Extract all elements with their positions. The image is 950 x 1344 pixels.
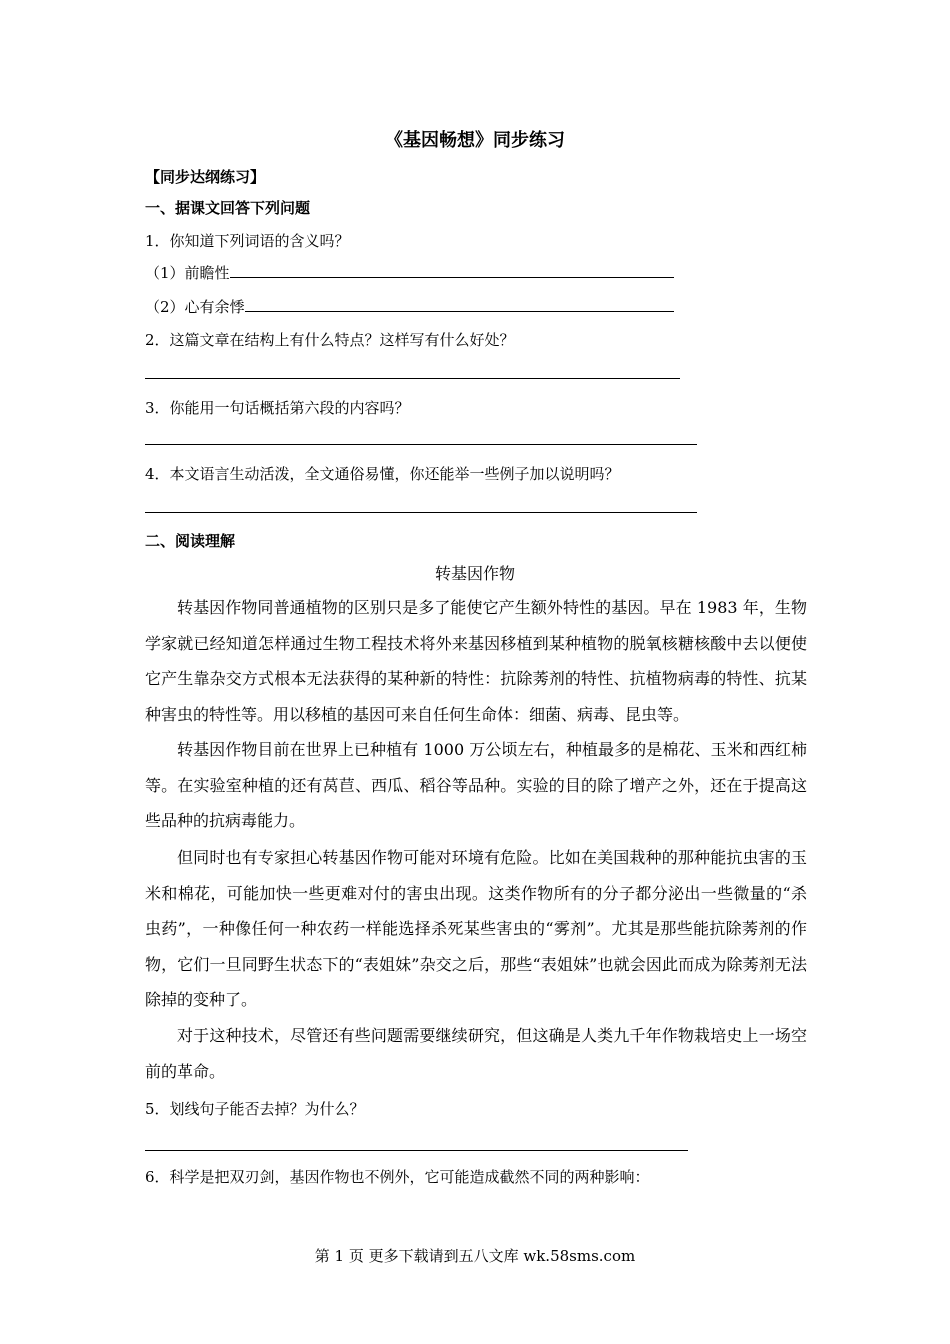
question-4: 4．本文语言生动活泼，全文通俗易懂，你还能举一些例子加以说明吗？ [145,465,620,483]
answer-line[interactable] [145,444,697,445]
question-5: 5．划线句子能否去掉？为什么？ [145,1100,365,1118]
question-6: 6．科学是把双刃剑，基因作物也不例外，它可能造成截然不同的两种影响： [145,1168,650,1186]
question-1-item-1-label: （1）前瞻性 [145,264,230,282]
answer-line[interactable] [145,1150,688,1151]
article-paragraph-3: 但同时也有专家担心转基因作物可能对环境有危险。比如在美国栽种的那种能抗虫害的玉米和棉花，可能加快一些更难对付的害虫出现。这类作物所有的分子都分泌出一些微量的“杀虫药”，一种像任何一种农药一样能选择杀死某些害虫的“雾剂”。尤其是那些能抗除莠剂的作物，它们一旦同野生状态下的“表姐妹”杂交之后，那些“表姐妹”也就会因此而成为除莠剂无法除掉的变种了。 [145,848,807,1009]
section-header: 【同步达纲练习】 [145,168,266,186]
part1-heading: 一、据课文回答下列问题 [145,199,311,217]
answer-line[interactable] [145,378,680,379]
answer-line[interactable] [145,512,697,513]
question-1-item-1 [145,262,674,283]
question-1-item-2-label: （2）心有余悸 [145,298,245,316]
article-paragraph-2: 转基因作物目前在世界上已种植有 1000 万公顷左右，种植最多的是棉花、玉米和西红柿等。在实验室种植的还有莴苣、西瓜、稻谷等品种。实验的目的除了增产之外，还在于提高这些品种的抗病毒能力。 [145,740,807,830]
article-title: 转基因作物 [434,564,515,583]
question-1-item-2 [145,296,674,317]
question-3: 3．你能用一句话概括第六段的内容吗？ [145,399,410,417]
page-title: 《基因畅想》同步练习 [385,130,565,151]
question-1: 1．你知道下列词语的含义吗？ [145,232,350,250]
page-footer: 第 1 页 更多下载请到五八文库 wk.58sms.com [314,1247,636,1265]
article-paragraph-4: 对于这种技术，尽管还有些问题需要继续研究，但这确是人类九千年作物栽培史上一场空前的革命。 [145,1026,807,1081]
answer-blank[interactable] [245,297,674,312]
part2-heading: 二、阅读理解 [145,532,236,550]
article-paragraph-1: 转基因作物同普通植物的区别只是多了能使它产生额外特性的基因。早在 1983 年，生物学家就已经知道怎样通过生物工程技术将外来基因移植到某种植物的脱氧核糖核酸中去以便使它产生靠杂交方式根本无法获得的某种新的特性：抗除莠剂的特性、抗植物病毒的特性、抗某种害虫的特性等。用以移植的基因可来自任何生命体：细菌、病毒、昆虫等。 [145,598,807,724]
question-2: 2．这篇文章在结构上有什么特点？这样写有什么好处？ [145,331,515,349]
answer-blank[interactable] [230,263,674,278]
